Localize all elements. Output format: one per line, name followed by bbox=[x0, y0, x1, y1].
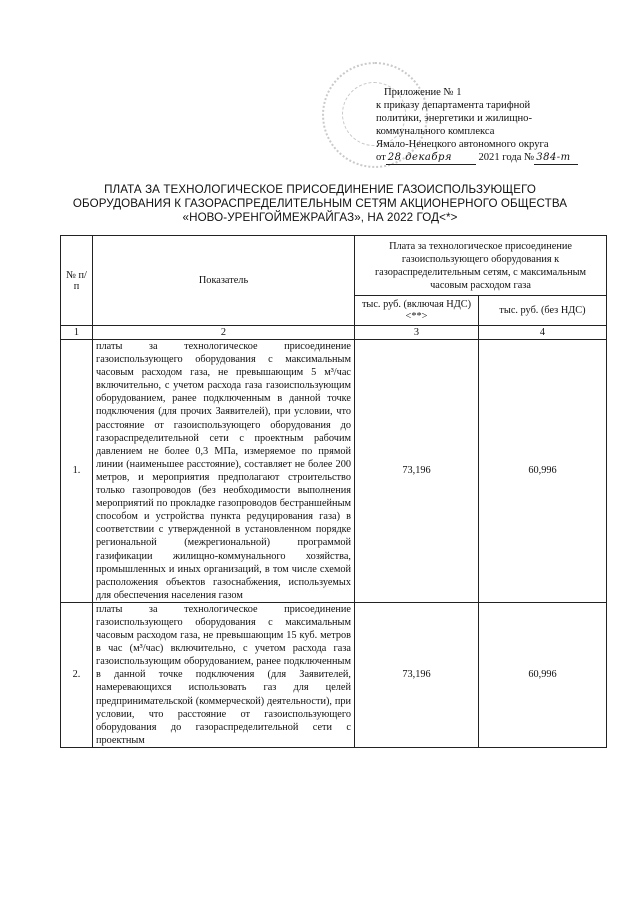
fee-table bbox=[60, 235, 607, 748]
handwritten-order-number: 384-т bbox=[534, 151, 578, 165]
column-number: 1 bbox=[61, 326, 93, 340]
appendix-line: к приказу департамента тарифной bbox=[376, 100, 531, 111]
appendix-line: коммунального комплекса bbox=[376, 126, 495, 137]
appendix-block bbox=[376, 86, 586, 165]
table-row bbox=[61, 340, 607, 603]
heading-line: ОБОРУДОВАНИЯ К ГАЗОРАСПРЕДЕЛИТЕЛЬНЫМ СЕТЯМ АКЦИОНЕРНОГО ОБЩЕСТВА bbox=[72, 197, 568, 210]
table-row bbox=[61, 602, 607, 747]
header-with-vat: тыс. руб. (включая НДС) <**> bbox=[355, 296, 479, 326]
appendix-title: Приложение № 1 bbox=[384, 87, 462, 98]
header-indicator: Показатель bbox=[93, 236, 355, 326]
heading-line: ПЛАТА ЗА ТЕХНОЛОГИЧЕСКОЕ ПРИСОЕДИНЕНИЕ ГАЗОИСПОЛЬЗУЮЩЕГО bbox=[104, 183, 536, 196]
header-fee-group: Плата за технологическое присоединение газоиспользующего оборудования к газораспределительным сетям, с максимальным часовым расходом газа bbox=[355, 236, 607, 296]
appendix-date-line bbox=[376, 151, 586, 165]
header-without-vat: тыс. руб. (без НДС) bbox=[479, 296, 607, 326]
header-num: № п/п bbox=[61, 236, 93, 326]
date-prefix: от bbox=[376, 152, 386, 163]
row-description: платы за технологическое присоединение газоиспользующего оборудования с максимальным часовым расходом газа, не превышающим 15 куб. метров в час (м³/час) включительно, с учетом расхода газа газоиспользующим оборудованием, ранее подключенным в данной точке подключения (для Заявителей, намеревающихся использовать газ для целей предпринимательской (коммерческой) деятельности), при условии, что расстояние от газоиспользующего оборудования до газораспределительной сети с проектным bbox=[93, 602, 355, 747]
row-number: 2. bbox=[61, 602, 93, 747]
row-value-without-vat: 60,996 bbox=[479, 602, 607, 747]
row-number: 1. bbox=[61, 340, 93, 603]
year-text: 2021 года № bbox=[478, 152, 535, 163]
row-description: платы за технологическое присоединение газоиспользующего оборудования с максимальным часовым расходом газа, не превышающим 5 м³/час включительно, с учетом расхода газа газоиспользующим оборудованием, ранее подключенным в данной точке подключения (для прочих Заявителей), при условии, что расстояние от газоиспользующего оборудования до газораспределительной сети с проектным рабочим давлением не более 0,3 МПа, измеряемое по прямой линии (наименьшее расстояние), составляет не более 200 метров, и мероприятия предполагают строительство только газопроводов (без необходимости выполнения мероприятий по прокладке газопроводов бестраншейным способом и устройства пункта редуцирования газа) в соответствии с утвержденной в установленном порядке региональной (межрегиональной) программой газификации жилищно-коммунального хозяйства, промышленных и иных организаций, в том числе схемой расположения объектов газоснабжения, используемых для обеспечения населения газом bbox=[93, 340, 355, 603]
appendix-line: Ямало-Ненецкого автономного округа bbox=[376, 139, 549, 150]
appendix-line: политики, энергетики и жилищно- bbox=[376, 113, 532, 124]
heading-line: «НОВО-УРЕНГОЙМЕЖРАЙГАЗ», НА 2022 ГОД<*> bbox=[182, 211, 458, 224]
column-number: 3 bbox=[355, 326, 479, 340]
column-number: 2 bbox=[93, 326, 355, 340]
column-number: 4 bbox=[479, 326, 607, 340]
row-value-without-vat: 60,996 bbox=[479, 340, 607, 603]
row-value-with-vat: 73,196 bbox=[355, 340, 479, 603]
handwritten-date: 28 декабря bbox=[386, 151, 476, 165]
row-value-with-vat: 73,196 bbox=[355, 602, 479, 747]
document-heading bbox=[60, 183, 580, 225]
